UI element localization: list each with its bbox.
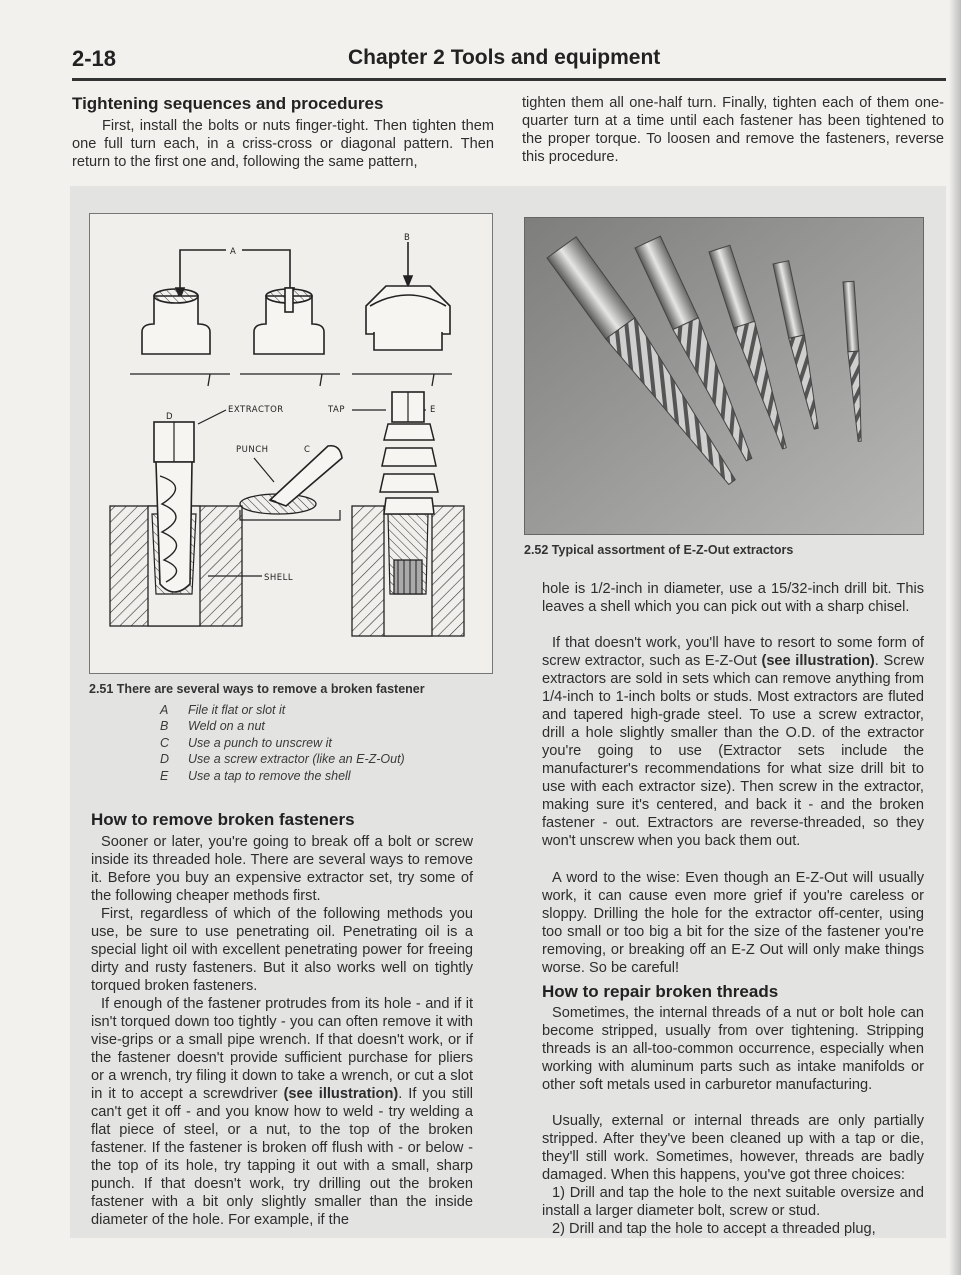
legend-key: B: [160, 719, 169, 734]
para-text: If that doesn't work, you'll have to resort to some form of screw extractor, such as E-Z-Out: [542, 635, 924, 669]
para-text: If enough of the fastener protrudes from its hole - and if it isn't torqued down too tightly - you can often remove it with vise-grips or a small pipe wrench. If that doesn't work, or if the fastener doesn't provide sufficient purchase for pliers or a wrench, try filing it down to take a wrench, or cut a slot in it to accept a screwdriver: [91, 996, 473, 1102]
label-punch: PUNCH: [236, 445, 269, 455]
para-broken-5: [542, 634, 924, 850]
para-broken-6: A word to the wise: Even though an E-Z-Out will usually work, it can cause even more grief if you're careless or sloppy. Drilling the hole for the extractor off-center, using too small or too big a bit for the size of the fastener you're removing, or breaking off an E-Z Out will only make things worse. So be careful!: [542, 870, 924, 976]
para-threads-4: 2) Drill and tap the hole to accept a threaded plug,: [552, 1221, 876, 1237]
caption-2-52: 2.52 Typical assortment of E-Z-Out extractors: [524, 543, 794, 557]
figure-2-52-photo: [524, 217, 924, 535]
label-d: D: [166, 412, 174, 422]
extractor-set-photo: [525, 218, 923, 534]
legend-text: Use a screw extractor (like an E-Z-Out): [188, 752, 405, 767]
chapter-title: Chapter 2 Tools and equipment: [348, 46, 661, 69]
figure-2-51: [89, 213, 493, 674]
legend-item: [160, 718, 405, 734]
label-a: A: [230, 247, 237, 257]
para-text: . Screw extractors are sold in sets which can remove anything from 1/4-inch to 1-inch bolts or studs. Most extractors are fluted and tapered high-grade steel. To use a screw extractor, drill a hole slightly smaller than the O.D. of the extractor you're going to use (Extractor sets include the manufacturer's recommendations for what size drill bit to use with each extractor size). Then screw in the extractor, making sure it's centered, and back it - and the broken fastener - out. Extractors are reverse-threaded, so they won't unscrew when you back them out.: [542, 653, 925, 849]
legend-item: [160, 751, 405, 767]
heading-broken-fasteners: How to remove broken fasteners: [91, 810, 355, 829]
para-threads-3: 1) Drill and tap the hole to the next suitable oversize and install a larger diameter bolt, screw or stud.: [542, 1185, 924, 1219]
para-broken-1: Sooner or later, you're going to break off a bolt or screw inside its threaded hole. There are several ways to remove it. Before you buy an expensive extractor set, try some of the following cheaper methods first.: [91, 834, 473, 904]
para-text: . If you still can't get it off - and you know how to weld - try welding a flat piece of steel, or a nut, to the top of the broken fastener. If the fastener is broken off flush with - or below - the top of its hole, try tapping it out with a small, sharp punch. If that doesn't work, try drilling out the broken fastener with a bit only slightly smaller than the inside diameter of the hole. For example, if the: [91, 1086, 474, 1228]
heading-broken-threads: How to repair broken threads: [542, 982, 779, 1001]
page-number: 2-18: [72, 46, 117, 71]
legend-item: [160, 702, 405, 718]
label-shell: SHELL: [264, 573, 294, 583]
para-broken-3: [91, 995, 473, 1229]
label-b: B: [404, 233, 411, 243]
para-tightening-left: First, install the bolts or nuts finger-tight. Then tighten them one full turn each, in a criss-cross or diagonal pattern. Then return to the first one and, following the same pattern,: [72, 118, 494, 170]
header-rule: [72, 78, 946, 81]
legend-text: Weld on a nut: [188, 719, 265, 734]
label-e: E: [430, 405, 436, 415]
para-tightening-right: tighten them all one-half turn. Finally, tighten each of them one-quarter turn at a time until each fastener has been tightened to the proper torque. To loosen and remove the fasteners, reverse this procedure.: [522, 95, 944, 165]
para-threads-1: Sometimes, the internal threads of a nut or bolt hole can become stripped, usually from over tightening. Stripping threads is an all-too-common occurrence, especially when working with aluminum parts such as intake manifolds or other soft metals used in carburetor manufacturing.: [542, 1005, 924, 1093]
legend-key: C: [160, 735, 170, 750]
legend-item: [160, 768, 405, 784]
legend-text: File it flat or slot it: [188, 703, 286, 717]
page-edge-shadow: [949, 0, 961, 1275]
legend-key: D: [160, 752, 170, 767]
broken-fastener-diagram: [90, 214, 492, 673]
legend-text: Use a tap to remove the shell: [188, 768, 351, 783]
para-threads-2: Usually, external or internal threads are only partially stripped. After they've been cleaned up with a tap or die, they'll still work. Sometimes, however, threads are badly damaged. When this happens, you've got three choices:: [542, 1113, 924, 1183]
para-broken-4: hole is 1/2-inch in diameter, use a 15/32-inch drill bit. This leaves a shell which you can pick out with a sharp chisel.: [542, 581, 924, 615]
see-illustration-ref: (see illustration): [761, 653, 875, 669]
legend-key: A: [160, 703, 169, 717]
label-c: C: [304, 445, 311, 455]
see-illustration-ref: (see illustration): [283, 1086, 399, 1102]
legend-item: [160, 735, 405, 751]
heading-tightening: Tightening sequences and procedures: [72, 94, 384, 113]
caption-2-51: 2.51 There are several ways to remove a broken fastener: [89, 682, 425, 696]
legend-key: E: [160, 768, 169, 783]
label-tap: TAP: [328, 405, 345, 415]
para-broken-2: First, regardless of which of the following methods you use, be sure to use penetrating oil. Penetrating oil is a special light oil with excellent penetrating power for freeing dirty and rusty fasteners. But it also works well on tightly torqued broken fasteners.: [91, 906, 473, 994]
legend-text: Use a punch to unscrew it: [188, 735, 332, 750]
figure-2-51-legend: [160, 702, 405, 784]
label-extractor: EXTRACTOR: [228, 405, 284, 415]
